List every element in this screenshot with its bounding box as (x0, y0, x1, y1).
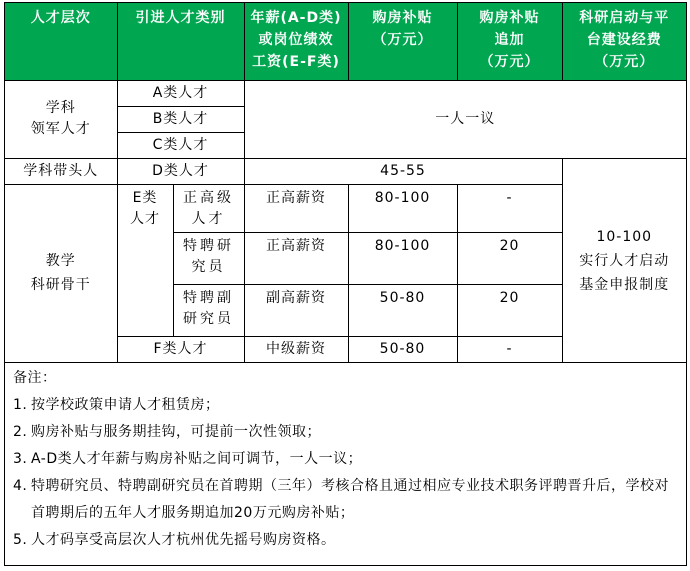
category-f: F类人才 (117, 336, 244, 362)
note-item (5, 527, 686, 554)
note-number: 3. (13, 451, 28, 467)
header-housing-subsidy: 购房补贴 （万元） (348, 3, 457, 80)
note-number: 1. (13, 397, 28, 413)
note-text: 按学校政策申请人才租赁房； (31, 397, 220, 413)
note-item (5, 392, 686, 419)
note-text: 特聘研究员、特聘副研究员在首聘期（三年）考核合格且通过相应专业技术职务评聘晋升后，学校对首聘期后的五年人才服务期追加20万元购房补贴； (31, 478, 669, 521)
note-item (5, 473, 686, 527)
talent-policy-table (5, 3, 686, 363)
category-d: D类人才 (117, 158, 244, 184)
d-salary: 45-55 (244, 158, 562, 184)
e-sub-category: 特聘副 研究员 (173, 284, 244, 336)
abc-negotiable-cell: 一人一议 (244, 80, 686, 158)
level-discipline-head: 学科带头人 (5, 158, 117, 184)
talent-policy-frame (4, 2, 687, 566)
e-salary: 副高薪资 (244, 284, 348, 336)
e-subsidy-extra: - (457, 184, 562, 232)
research-fund-cell: 10-100 实行人才启动 基金申报制度 (562, 158, 686, 362)
e-sub-category: 正高级 人才 (173, 184, 244, 232)
level-teaching-backbone: 教学 科研骨干 (5, 184, 117, 362)
level-discipline-leader: 学科 领军人才 (5, 80, 117, 158)
e-subsidy-extra: 20 (457, 284, 562, 336)
note-text: A-D类人才年薪与购房补贴之间可调节，一人一议； (31, 451, 363, 467)
f-salary: 中级薪资 (244, 336, 348, 362)
note-number: 5. (13, 532, 28, 548)
e-subsidy-extra: 20 (457, 232, 562, 284)
note-text: 人才码享受高层次人才杭州优先摇号购房资格。 (31, 532, 336, 548)
e-sub-category: 特聘研 究员 (173, 232, 244, 284)
e-subsidy: 80-100 (348, 232, 457, 284)
category-a: A类人才 (117, 80, 244, 106)
header-row (5, 3, 686, 80)
category-b: B类人才 (117, 106, 244, 132)
e-salary: 正高薪资 (244, 184, 348, 232)
note-text: 购房补贴与服务期挂钩，可提前一次性领取； (31, 424, 321, 440)
f-subsidy: 50-80 (348, 336, 457, 362)
e-subsidy: 50-80 (348, 284, 457, 336)
header-subsidy-extra: 购房补贴 追加 （万元） (457, 3, 562, 80)
note-number: 4. (13, 478, 28, 494)
note-item (5, 419, 686, 446)
header-talent-level: 人才层次 (5, 3, 117, 80)
e-salary: 正高薪资 (244, 232, 348, 284)
notes-title: 备注： (13, 370, 57, 386)
category-c: C类人才 (117, 132, 244, 158)
header-salary: 年薪(A-D类) 或岗位绩效 工资(E-F类) (244, 3, 348, 80)
table-row (5, 80, 686, 106)
header-research-fund: 科研启动与平 台建设经费 （万元） (562, 3, 686, 80)
table-row (5, 158, 686, 184)
f-subsidy-extra: - (457, 336, 562, 362)
header-category: 引进人才类别 (117, 3, 244, 80)
notes-section (5, 365, 686, 554)
note-item (5, 446, 686, 473)
e-subsidy: 80-100 (348, 184, 457, 232)
note-number: 2. (13, 424, 28, 440)
category-e: E类 人才 (117, 184, 173, 336)
